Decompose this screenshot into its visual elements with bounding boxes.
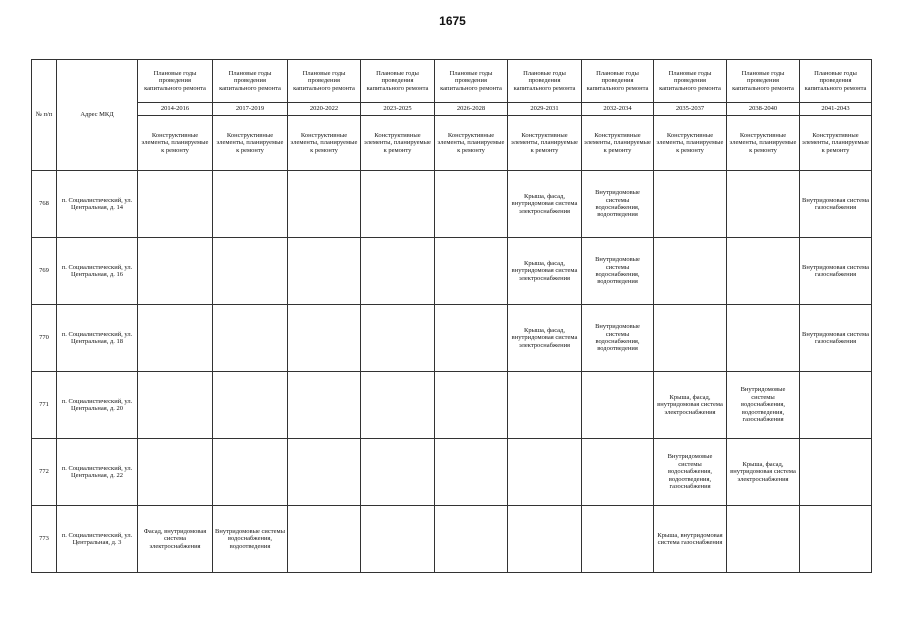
column-header-number: № п/п: [32, 60, 57, 171]
repair-elements-cell: Фасад, внутридомовая система электроснабжения: [138, 506, 213, 573]
repair-elements-cell: [288, 171, 361, 238]
repair-elements-cell: [727, 305, 800, 372]
year-range-header: 2014-2016: [138, 103, 213, 116]
repair-elements-cell: Внутридомовые системы водоснабжения, водоотведения, газоснабжения: [727, 372, 800, 439]
repair-elements-cell: [361, 305, 435, 372]
elements-header: Конструктивные элементы, планируемые к ремонту: [435, 116, 508, 171]
repair-elements-cell: [288, 372, 361, 439]
period-header: Плановые годы проведения капитального ремонта: [800, 60, 872, 103]
repair-elements-cell: [361, 506, 435, 573]
repair-elements-cell: [582, 372, 654, 439]
year-range-header: 2020-2022: [288, 103, 361, 116]
repair-elements-cell: [361, 372, 435, 439]
row-number: 769: [32, 238, 57, 305]
table-row: [32, 506, 872, 573]
year-range-header: 2041-2043: [800, 103, 872, 116]
period-header: Плановые годы проведения капитального ремонта: [582, 60, 654, 103]
row-address: п. Социалистический, ул. Центральная, д. 14: [57, 171, 138, 238]
year-range-header: 2035-2037: [654, 103, 727, 116]
repair-elements-cell: Внутридомовая система газоснабжения: [800, 171, 872, 238]
elements-header: Конструктивные элементы, планируемые к ремонту: [582, 116, 654, 171]
repair-elements-cell: Внутридомовая система газоснабжения: [800, 238, 872, 305]
repair-elements-cell: [435, 171, 508, 238]
repair-elements-cell: [138, 171, 213, 238]
row-address: п. Социалистический, ул. Центральная, д. 3: [57, 506, 138, 573]
year-range-header: 2023-2025: [361, 103, 435, 116]
repair-elements-cell: [727, 506, 800, 573]
elements-header: Конструктивные элементы, планируемые к ремонту: [213, 116, 288, 171]
elements-header: Конструктивные элементы, планируемые к ремонту: [288, 116, 361, 171]
period-header: Плановые годы проведения капитального ремонта: [508, 60, 582, 103]
repair-elements-cell: [288, 305, 361, 372]
year-range-header: 2038-2040: [727, 103, 800, 116]
repair-elements-cell: [213, 372, 288, 439]
repair-elements-cell: Внутридомовые системы водоснабжения, водоотведения, газоснабжения: [654, 439, 727, 506]
row-number: 770: [32, 305, 57, 372]
row-address: п. Социалистический, ул. Центральная, д. 18: [57, 305, 138, 372]
year-range-header: 2029-2031: [508, 103, 582, 116]
repair-elements-cell: [508, 439, 582, 506]
repair-elements-cell: Крыша, фасад, внутридомовая система электроснабжения: [727, 439, 800, 506]
period-header: Плановые годы проведения капитального ремонта: [435, 60, 508, 103]
capital-repair-table: [31, 59, 872, 573]
table-row: [32, 439, 872, 506]
repair-elements-cell: [435, 238, 508, 305]
repair-elements-cell: [361, 439, 435, 506]
repair-elements-cell: Крыша, фасад, внутридомовая система электроснабжения: [508, 305, 582, 372]
elements-header: Конструктивные элементы, планируемые к ремонту: [654, 116, 727, 171]
repair-elements-cell: [138, 305, 213, 372]
repair-elements-cell: [361, 238, 435, 305]
row-address: п. Социалистический, ул. Центральная, д. 20: [57, 372, 138, 439]
repair-elements-cell: Крыша, фасад, внутридомовая система электроснабжения: [508, 171, 582, 238]
year-range-header: 2017-2019: [213, 103, 288, 116]
repair-elements-cell: [582, 439, 654, 506]
repair-elements-cell: [800, 372, 872, 439]
page-number: 1675: [439, 14, 466, 28]
period-header: Плановые годы проведения капитального ремонта: [727, 60, 800, 103]
repair-elements-cell: [582, 506, 654, 573]
repair-elements-cell: [654, 238, 727, 305]
repair-elements-cell: [508, 372, 582, 439]
row-number: 773: [32, 506, 57, 573]
repair-elements-cell: [508, 506, 582, 573]
repair-elements-cell: [435, 305, 508, 372]
table-row: [32, 171, 872, 238]
repair-elements-cell: [213, 439, 288, 506]
repair-elements-cell: [213, 305, 288, 372]
year-range-header: 2032-2034: [582, 103, 654, 116]
repair-elements-cell: [138, 238, 213, 305]
repair-elements-cell: [288, 506, 361, 573]
period-header: Плановые годы проведения капитального ремонта: [288, 60, 361, 103]
repair-elements-cell: Внутридомовая система газоснабжения: [800, 305, 872, 372]
repair-elements-cell: [800, 439, 872, 506]
elements-header: Конструктивные элементы, планируемые к ремонту: [361, 116, 435, 171]
repair-elements-cell: [361, 171, 435, 238]
row-address: п. Социалистический, ул. Центральная, д. 16: [57, 238, 138, 305]
repair-elements-cell: [213, 171, 288, 238]
repair-elements-cell: [727, 238, 800, 305]
repair-elements-cell: Крыша, фасад, внутридомовая система электроснабжения: [508, 238, 582, 305]
repair-elements-cell: Крыша, фасад, внутридомовая система электроснабжения: [654, 372, 727, 439]
elements-header: Конструктивные элементы, планируемые к ремонту: [727, 116, 800, 171]
repair-elements-cell: [288, 238, 361, 305]
repair-elements-cell: [138, 439, 213, 506]
repair-elements-cell: [800, 506, 872, 573]
elements-header: Конструктивные элементы, планируемые к ремонту: [800, 116, 872, 171]
repair-elements-cell: [213, 238, 288, 305]
table-row: [32, 372, 872, 439]
period-header: Плановые годы проведения капитального ремонта: [654, 60, 727, 103]
row-number: 768: [32, 171, 57, 238]
repair-elements-cell: Крыша, внутридомовая система газоснабжения: [654, 506, 727, 573]
column-header-address: Адрес МКД: [57, 60, 138, 171]
repair-elements-cell: [288, 439, 361, 506]
period-header: Плановые годы проведения капитального ремонта: [213, 60, 288, 103]
repair-elements-cell: [435, 439, 508, 506]
repair-elements-cell: [727, 171, 800, 238]
row-number: 772: [32, 439, 57, 506]
repair-elements-cell: [138, 372, 213, 439]
table-row: [32, 238, 872, 305]
elements-header: Конструктивные элементы, планируемые к ремонту: [508, 116, 582, 171]
repair-elements-cell: Внутридомовые системы водоснабжения, водоотведения: [582, 305, 654, 372]
period-header: Плановые годы проведения капитального ремонта: [138, 60, 213, 103]
repair-elements-cell: [654, 171, 727, 238]
repair-elements-cell: [435, 372, 508, 439]
repair-elements-cell: Внутридомовые системы водоснабжения, водоотведения: [582, 238, 654, 305]
row-number: 771: [32, 372, 57, 439]
repair-elements-cell: [654, 305, 727, 372]
repair-elements-cell: Внутридомовые системы водоснабжения, водоотведения: [213, 506, 288, 573]
row-address: п. Социалистический, ул. Центральная, д. 22: [57, 439, 138, 506]
period-header: Плановые годы проведения капитального ремонта: [361, 60, 435, 103]
repair-elements-cell: [435, 506, 508, 573]
year-range-header: 2026-2028: [435, 103, 508, 116]
table-row: [32, 305, 872, 372]
elements-header: Конструктивные элементы, планируемые к ремонту: [138, 116, 213, 171]
repair-elements-cell: Внутридомовые системы водоснабжения, водоотведения: [582, 171, 654, 238]
